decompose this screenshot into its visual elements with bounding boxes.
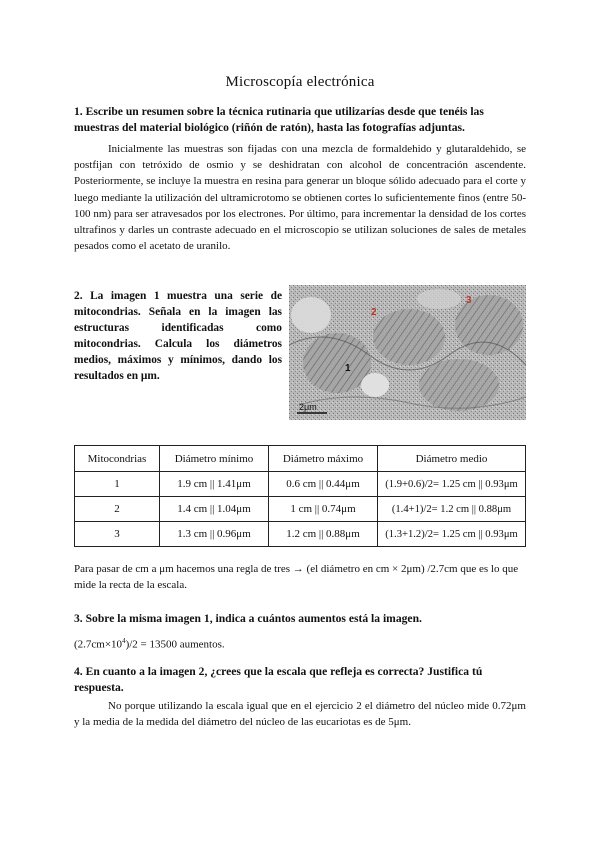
micrograph-image-1 [289,285,526,420]
mitochondria-table [74,445,526,547]
table-cell: (1.9+0.6)/2= 1.25 cm || 0.93μm [378,472,526,497]
mito-label-3: 3 [466,295,472,306]
table-header-cell: Diámetro medio [378,446,526,472]
table-cell: (1.4+1)/2= 1.2 cm || 0.88μm [378,497,526,522]
question-3-answer [74,633,526,653]
conversion-note: Para pasar de cm a μm hacemos una regla de tres → (el diámetro en cm × 2μm) /2.7cm que es lo que mide la recta de la escala. [74,563,519,592]
table-cell: 1.2 cm || 0.88μm [269,522,378,547]
question-1-answer: Inicialmente las muestras son fijadas con una mezcla de formaldehido y glutaraldehido, se postfijan con tetróxido de osmio y se deshidratan con alcohol de concentración ascendente. Posteriormente, se incluye la muestra en resina para generar un bloque sólido adecuado para el corte y luego mediante la utilización del ultramicrotomo se obtienen cortes lo suficientemente finos (entre 50-100 nm) para ser atravesados por los electrones. Por último, para incrementar la densidad de los cortes ultrafinos y darles un contraste adecuado en el microscopio se utilizan soluciones de sales de metales pesados como el acetato de uranilo. [74,143,526,253]
scale-label: 2μm [299,402,317,412]
table-header-cell: Mitocondrias [75,446,160,472]
question-3-answer-post: )/2 = 13500 aumentos. [125,638,225,651]
table-cell: 1 cm || 0.74μm [269,497,378,522]
table-row [75,522,526,547]
table-header-row [75,446,526,472]
table-row [75,497,526,522]
table-header-cell: Diámetro mínimo [160,446,269,472]
question-2-heading: 2. La imagen 1 muestra una serie de mitocondrias. Señala en la imagen las estructuras identificadas como mitocondrias. Calcula los diámetros medios, máximos y mínimos, dando los resultados en μm. [74,290,282,382]
mito-label-1: 1 [345,363,351,374]
question-3-heading: 3. Sobre la misma imagen 1, indica a cuántos aumentos está la imagen. [74,612,422,625]
table-header-cell: Diámetro máximo [269,446,378,472]
table-cell: 1.4 cm || 1.04μm [160,497,269,522]
question-1-heading: 1. Escribe un resumen sobre la técnica rutinaria que utilizarías desde que tenéis las muestras del material biológico (riñón de ratón), hasta las fotografías adjuntas. [74,105,484,134]
table-row [75,472,526,497]
question-4-answer: No porque utilizando la escala igual que en el ejercicio 2 el diámetro del núcleo mide 0.72μm y la media de la medida del diámetro del núcleo de las eucariotas es de 5μm. [74,700,526,729]
table-cell: 1.9 cm || 1.41μm [160,472,269,497]
table-cell: 1.3 cm || 0.96μm [160,522,269,547]
question-3-answer-pre: (2.7cm×10 [74,638,123,651]
page-title: Microscopía electrónica [225,74,375,90]
table-cell: 1 [75,472,160,497]
mito-label-2: 2 [371,307,377,318]
question-4-heading: 4. En cuanto a la imagen 2, ¿crees que la escala que refleja es correcta? Justifica tú respuesta. [74,665,483,694]
table-cell: 2 [75,497,160,522]
table-cell: 0.6 cm || 0.44μm [269,472,378,497]
table-cell: (1.3+1.2)/2= 1.25 cm || 0.93μm [378,522,526,547]
question-3-answer-exponent: 4 [122,637,126,645]
table-cell: 3 [75,522,160,547]
